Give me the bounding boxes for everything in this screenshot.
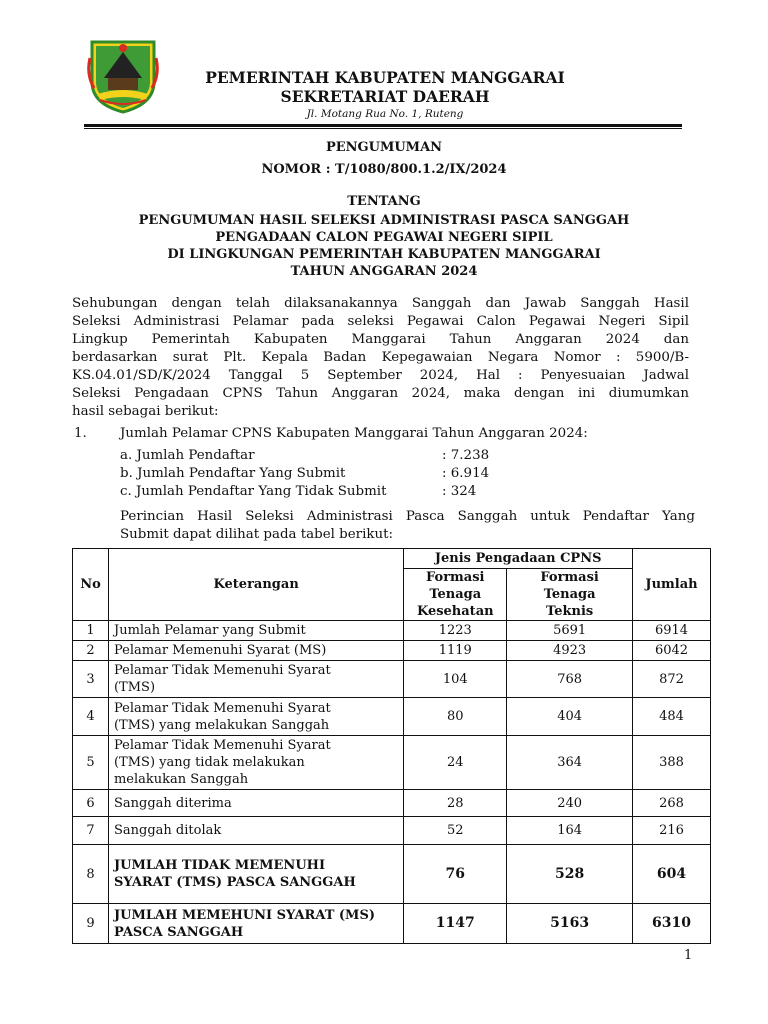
cell-keterangan (108, 698, 403, 736)
list-item-number: 1. (74, 426, 87, 441)
table-header-row (73, 549, 711, 569)
header-divider-thin (84, 128, 682, 129)
subject-line: DI LINGKUNGAN PEMERINTAH KABUPATEN MANGGARAI (167, 247, 601, 262)
sub-item-value: : 7.238 (442, 448, 490, 463)
paragraph-line: Seleksi Administrasi Pelamar pada seleksi Pegawai Calon Pegawai Negeri Sipil (72, 314, 689, 329)
sub-item-value: : 6.914 (442, 466, 490, 481)
header-formasi-kesehatan (404, 569, 507, 621)
table-row (73, 621, 711, 641)
header-line: Formasi (426, 570, 485, 585)
header-line: Tenaga (429, 587, 482, 602)
subject-line: PENGADAAN CALON PEGAWAI NEGERI SIPIL (215, 230, 553, 245)
cell-keterangan (108, 790, 403, 817)
table-row (73, 698, 711, 736)
paragraph-line: hasil sebagai berikut: (72, 404, 219, 419)
header-line: Formasi (540, 570, 599, 585)
header-jenis-pengadaan: Jenis Pengadaan CPNS (404, 549, 633, 569)
page-number: 1 (684, 948, 693, 963)
cell-keterangan (108, 661, 403, 698)
cell-kesehatan: 104 (404, 661, 507, 698)
paragraph-line: Submit dapat dilihat pada tabel berikut: (120, 527, 393, 542)
header-line: Kesehatan (416, 604, 494, 619)
announcement-number: NOMOR : T/1080/800.1.2/IX/2024 (261, 162, 507, 177)
header-keterangan: Keterangan (108, 549, 403, 621)
sub-item-value: : 324 (442, 484, 477, 499)
cell-keterangan (108, 817, 403, 845)
cell-kesehatan: 80 (404, 698, 507, 736)
cell-keterangan (108, 904, 403, 944)
cell-kesehatan: 76 (404, 845, 507, 904)
cell-line: (TMS) (113, 680, 156, 695)
header-government-name: PEMERINTAH KABUPATEN MANGGARAI (205, 68, 565, 87)
header-secretariat-name: SEKRETARIAT DAERAH (280, 87, 490, 106)
table-row (73, 661, 711, 698)
cell-teknis: 240 (507, 790, 633, 817)
cell-line: Sanggah ditolak (113, 823, 222, 838)
sub-item-label: c. Jumlah Pendaftar Yang Tidak Submit (120, 484, 387, 499)
cell-teknis: 768 (507, 661, 633, 698)
cell-teknis: 5163 (507, 904, 633, 944)
cell-line: Sanggah diterima (113, 795, 232, 811)
cell-kesehatan: 1147 (404, 904, 507, 944)
cell-jumlah: 872 (633, 661, 711, 698)
cell-line: PASCA SANGGAH (113, 924, 244, 940)
cell-line: JUMLAH MEMEHUNI SYARAT (MS) (113, 907, 375, 923)
cell-no: 7 (73, 817, 109, 845)
results-table (72, 548, 711, 944)
cell-kesehatan: 24 (404, 736, 507, 790)
table-row (73, 790, 711, 817)
cell-no: 2 (73, 641, 109, 661)
cell-jumlah: 604 (633, 845, 711, 904)
cell-jumlah: 484 (633, 698, 711, 736)
cell-teknis: 5691 (507, 621, 633, 641)
cell-jumlah: 268 (633, 790, 711, 817)
paragraph-line: Seleksi Pengadaan CPNS Tahun Anggaran 2024, maka dengan ini diumumkan (72, 386, 689, 401)
paragraph-line: KS.04.01/SD/K/2024 Tanggal 5 September 2024, Hal : Penyesuaian Jadwal (72, 368, 689, 383)
cell-no: 6 (73, 790, 109, 817)
table-row-total (73, 845, 711, 904)
table-row (73, 736, 711, 790)
cell-line: SYARAT (TMS) PASCA SANGGAH (113, 875, 356, 890)
cell-kesehatan: 1119 (404, 641, 507, 661)
cell-line: melakukan Sanggah (113, 772, 249, 787)
announcement-label: PENGUMUMAN (325, 140, 443, 155)
intro-paragraph (72, 295, 689, 421)
header-address: Jl. Motang Rua No. 1, Ruteng (306, 108, 464, 120)
sub-item-label: a. Jumlah Pendaftar (120, 448, 255, 463)
paragraph-line: Lingkup Pemerintah Kabupaten Manggarai Tahun Anggaran 2024 dan (72, 332, 689, 347)
cell-no: 8 (73, 845, 109, 904)
cell-jumlah: 216 (633, 817, 711, 845)
cell-keterangan (108, 621, 403, 641)
subject-line: TAHUN ANGGARAN 2024 (290, 264, 478, 279)
header-no: No (73, 549, 109, 621)
cell-keterangan (108, 641, 403, 661)
cell-jumlah: 388 (633, 736, 711, 790)
cell-kesehatan: 28 (404, 790, 507, 817)
table-intro-text (120, 508, 695, 544)
sub-item-label: b. Jumlah Pendaftar Yang Submit (120, 466, 346, 481)
cell-line: Pelamar Tidak Memenuhi Syarat (113, 738, 331, 753)
cell-no: 9 (73, 904, 109, 944)
cell-no: 1 (73, 621, 109, 641)
cell-teknis: 164 (507, 817, 633, 845)
header-jumlah: Jumlah (633, 549, 711, 621)
cell-teknis: 528 (507, 845, 633, 904)
header-formasi-teknis (507, 569, 633, 621)
paragraph-line: berdasarkan surat Plt. Kepala Badan Kepegawaian Negara Nomor : 5900/B- (72, 350, 689, 365)
cell-no: 3 (73, 661, 109, 698)
subject-line: PENGUMUMAN HASIL SELEKSI ADMINISTRASI PASCA SANGGAH (138, 213, 630, 228)
cell-line: JUMLAH TIDAK MEMENUHI (113, 858, 326, 873)
header-line: Tenaga (543, 587, 596, 602)
cell-line: Pelamar Tidak Memenuhi Syarat (113, 663, 331, 678)
about-label: TENTANG (347, 194, 421, 209)
header-divider-thick (84, 124, 682, 127)
cell-line: Pelamar Memenuhi Syarat (MS) (113, 643, 327, 658)
table-row-total (73, 904, 711, 944)
table-row (73, 817, 711, 845)
header-line: Teknis (546, 604, 594, 619)
cell-keterangan (108, 736, 403, 790)
paragraph-line: Perincian Hasil Seleksi Administrasi Pasca Sanggah untuk Pendaftar Yang (120, 509, 695, 524)
cell-kesehatan: 52 (404, 817, 507, 845)
cell-teknis: 4923 (507, 641, 633, 661)
cell-line: (TMS) yang tidak melakukan (113, 755, 305, 770)
cell-jumlah: 6914 (633, 621, 711, 641)
table-row (73, 641, 711, 661)
cell-line: Pelamar Tidak Memenuhi Syarat (113, 700, 331, 716)
cell-jumlah: 6042 (633, 641, 711, 661)
cell-jumlah: 6310 (633, 904, 711, 944)
paragraph-line: Sehubungan dengan telah dilaksanakannya Sanggah dan Jawab Sanggah Hasil (72, 296, 689, 311)
cell-no: 5 (73, 736, 109, 790)
regency-emblem-logo (86, 38, 160, 114)
cell-keterangan (108, 845, 403, 904)
cell-teknis: 404 (507, 698, 633, 736)
list-item-text: Jumlah Pelamar CPNS Kabupaten Manggarai Tahun Anggaran 2024: (120, 426, 588, 441)
cell-kesehatan: 1223 (404, 621, 507, 641)
cell-no: 4 (73, 698, 109, 736)
cell-line: Jumlah Pelamar yang Submit (113, 623, 306, 638)
cell-teknis: 364 (507, 736, 633, 790)
cell-line: (TMS) yang melakukan Sanggah (113, 717, 330, 733)
